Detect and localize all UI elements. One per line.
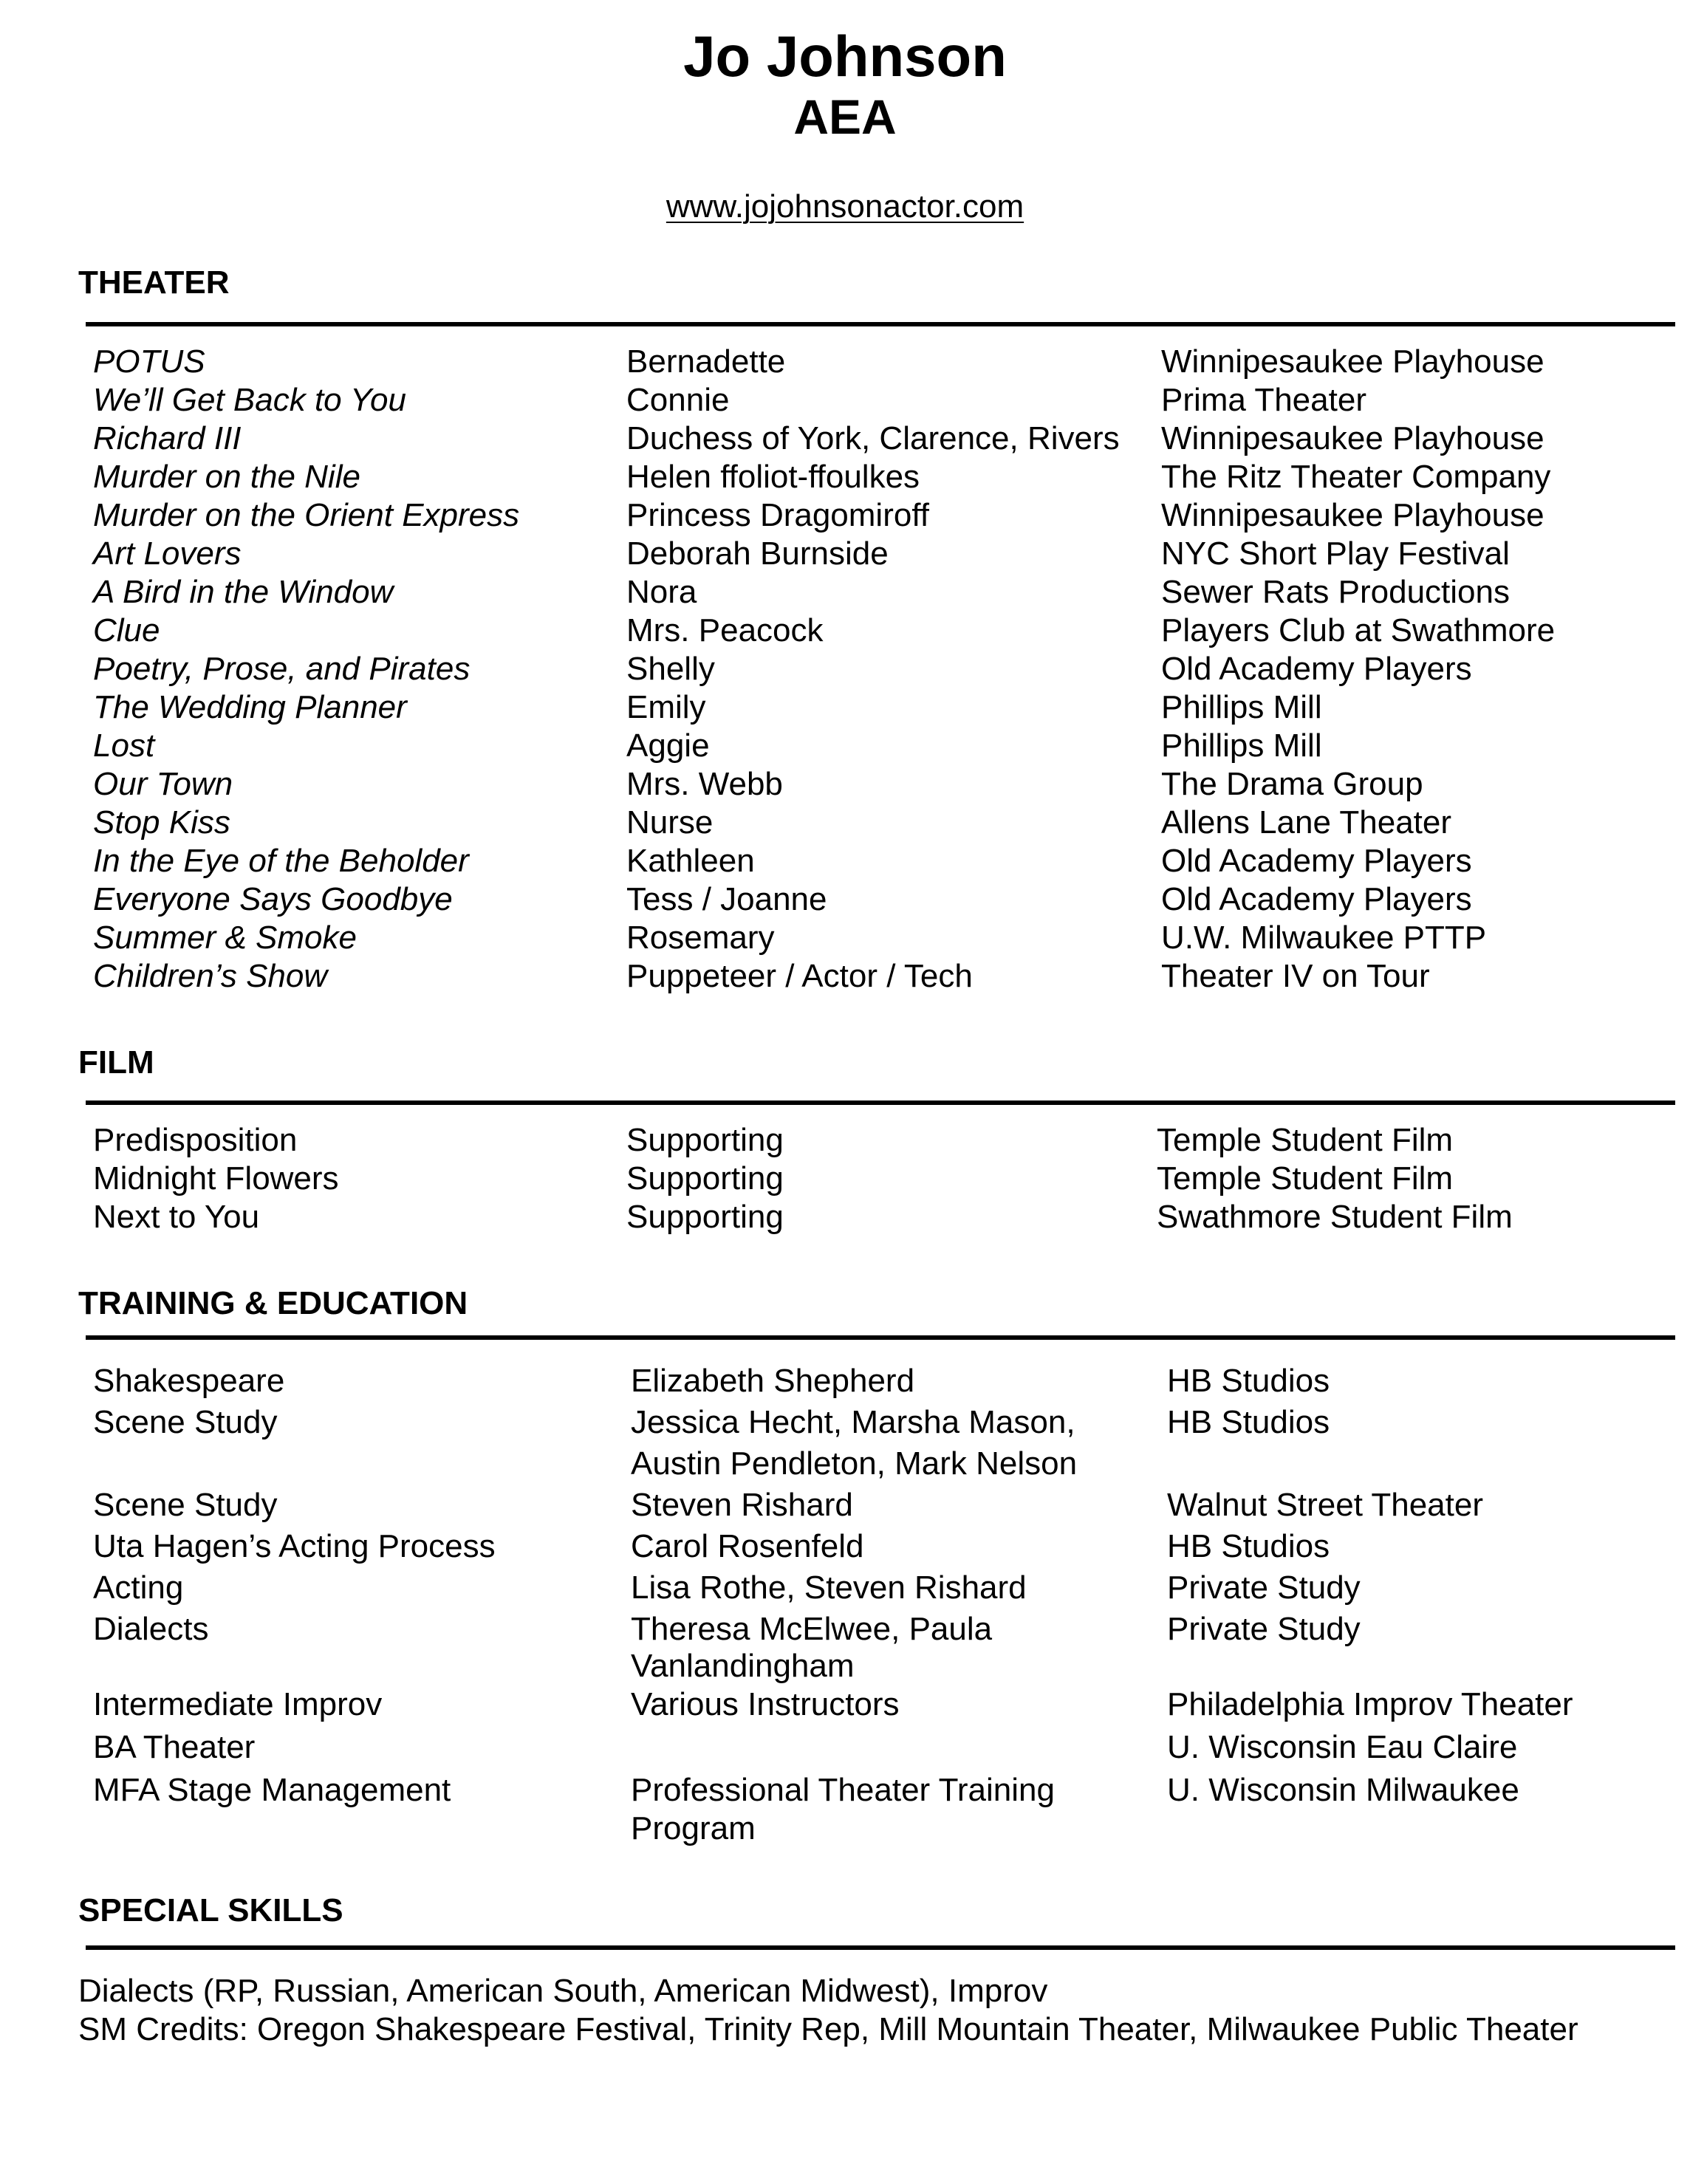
theater-row	[0, 804, 1690, 845]
role: Puppeteer / Actor / Tech	[626, 958, 973, 994]
subject: Uta Hagen’s Acting Process	[93, 1528, 496, 1564]
teacher-continued: Vanlandingham	[631, 1648, 855, 1684]
production-title: A Bird in the Window	[93, 574, 394, 610]
role: Supporting	[626, 1122, 784, 1158]
film-divider	[86, 1100, 1675, 1105]
production-title: Everyone Says Goodbye	[93, 881, 453, 917]
theater-row	[0, 688, 1690, 730]
theater-row	[0, 420, 1690, 461]
production-title: Art Lovers	[93, 535, 242, 572]
production-title: Children’s Show	[93, 958, 328, 994]
education-row	[0, 1569, 1690, 1610]
production-title: Murder on the Orient Express	[93, 497, 520, 533]
school: U. Wisconsin Milwaukee	[1167, 1772, 1519, 1808]
subject: Scene Study	[93, 1487, 278, 1523]
school: HB Studios	[1167, 1528, 1330, 1564]
venue: Old Academy Players	[1161, 651, 1472, 687]
venue: Winnipesaukee Playhouse	[1161, 497, 1544, 533]
teacher: Steven Rishard	[631, 1487, 853, 1523]
school: U. Wisconsin Eau Claire	[1167, 1729, 1518, 1765]
film-title: Next to You	[93, 1199, 260, 1235]
subject: Acting	[93, 1569, 184, 1606]
venue: Prima Theater	[1161, 382, 1366, 418]
skills-line: SM Credits: Oregon Shakespeare Festival, Trinity Rep, Mill Mountain Theater, Milwaukee Public Theater	[78, 2011, 1578, 2047]
teacher-continued: Program	[631, 1810, 756, 1846]
production-title: We’ll Get Back to You	[93, 382, 406, 418]
production: Swathmore Student Film	[1157, 1199, 1513, 1235]
teacher: Jessica Hecht, Marsha Mason,	[631, 1404, 1075, 1440]
subject: BA Theater	[93, 1729, 256, 1765]
production-title: Our Town	[93, 766, 233, 802]
venue: Old Academy Players	[1161, 881, 1472, 917]
education-row	[0, 1610, 1690, 1651]
theater-row	[0, 957, 1690, 999]
venue: Theater IV on Tour	[1161, 958, 1430, 994]
venue: The Ritz Theater Company	[1161, 459, 1551, 495]
venue: Phillips Mill	[1161, 728, 1322, 764]
teacher: Carol Rosenfeld	[631, 1528, 864, 1564]
role: Mrs. Peacock	[626, 612, 824, 648]
theater-heading: THEATER	[78, 264, 230, 301]
teacher: Lisa Rothe, Steven Rishard	[631, 1569, 1027, 1606]
education-row	[0, 1685, 1690, 1727]
subject: MFA Stage Management	[93, 1772, 451, 1808]
venue: NYC Short Play Festival	[1161, 535, 1510, 572]
education-row	[0, 1527, 1690, 1569]
production: Temple Student Film	[1157, 1122, 1454, 1158]
production-title: Stop Kiss	[93, 804, 230, 841]
theater-row	[0, 727, 1690, 768]
film-row	[0, 1160, 1690, 1201]
theater-row	[0, 381, 1690, 422]
theater-row	[0, 880, 1690, 922]
role: Supporting	[626, 1160, 784, 1197]
venue: The Drama Group	[1161, 766, 1423, 802]
role: Bernadette	[626, 343, 786, 380]
role: Duchess of York, Clarence, Rivers	[626, 420, 1120, 456]
education-row-continuation	[0, 1445, 1690, 1486]
role: Princess Dragomiroff	[626, 497, 929, 533]
venue: Players Club at Swathmore	[1161, 612, 1556, 648]
education-row	[0, 1728, 1690, 1770]
theater-row	[0, 919, 1690, 960]
role: Helen ffoliot-ffoulkes	[626, 459, 920, 495]
skills-line: Dialects (RP, Russian, American South, American Midwest), Improv	[78, 1973, 1048, 2009]
production-title: The Wedding Planner	[93, 689, 407, 725]
role: Supporting	[626, 1199, 784, 1235]
venue: Phillips Mill	[1161, 689, 1322, 725]
subject: Intermediate Improv	[93, 1686, 383, 1722]
film-title: Predisposition	[93, 1122, 298, 1158]
production-title: Murder on the Nile	[93, 459, 360, 495]
teacher: Elizabeth Shepherd	[631, 1363, 915, 1399]
venue: U.W. Milwaukee PTTP	[1161, 920, 1487, 956]
school: Private Study	[1167, 1569, 1361, 1606]
venue: Winnipesaukee Playhouse	[1161, 343, 1544, 380]
theater-row	[0, 650, 1690, 691]
role: Deborah Burnside	[626, 535, 889, 572]
theater-row	[0, 612, 1690, 653]
venue: Old Academy Players	[1161, 843, 1472, 879]
role: Connie	[626, 382, 730, 418]
film-row	[0, 1198, 1690, 1239]
subject: Scene Study	[93, 1404, 278, 1440]
actor-name: Jo Johnson	[683, 24, 1007, 89]
production: Temple Student Film	[1157, 1160, 1454, 1197]
skills-divider	[86, 1945, 1675, 1950]
education-row	[0, 1486, 1690, 1527]
education-divider	[86, 1335, 1675, 1340]
venue: Sewer Rats Productions	[1161, 574, 1510, 610]
production-title: Poetry, Prose, and Pirates	[93, 651, 471, 687]
education-row-continuation	[0, 1810, 1690, 1851]
venue: Winnipesaukee Playhouse	[1161, 420, 1544, 456]
theater-row	[0, 765, 1690, 807]
theater-row	[0, 535, 1690, 576]
role: Rosemary	[626, 920, 775, 956]
website	[0, 185, 1690, 229]
film-heading: FILM	[78, 1044, 154, 1081]
teacher: Professional Theater Training	[631, 1772, 1055, 1808]
production-title: Clue	[93, 612, 160, 648]
role: Mrs. Webb	[626, 766, 783, 802]
theater-row	[0, 573, 1690, 615]
production-title: Lost	[93, 728, 155, 764]
school: HB Studios	[1167, 1363, 1330, 1399]
role: Nora	[626, 574, 697, 610]
school: HB Studios	[1167, 1404, 1330, 1440]
role: Shelly	[626, 651, 715, 687]
production-title: Richard III	[93, 420, 242, 456]
website-link[interactable]: www.jojohnsonactor.com	[666, 188, 1024, 225]
role: Emily	[626, 689, 706, 725]
production-title: Summer & Smoke	[93, 920, 357, 956]
education-row	[0, 1403, 1690, 1445]
production-title: In the Eye of the Beholder	[93, 843, 469, 879]
education-heading: TRAINING & EDUCATION	[78, 1285, 468, 1321]
theater-row	[0, 343, 1690, 384]
theater-row	[0, 496, 1690, 538]
school: Philadelphia Improv Theater	[1167, 1686, 1573, 1722]
education-row	[0, 1362, 1690, 1403]
union-affiliation: AEA	[793, 89, 897, 144]
venue: Allens Lane Theater	[1161, 804, 1452, 841]
theater-divider	[86, 322, 1675, 326]
teacher-continued: Austin Pendleton, Mark Nelson	[631, 1445, 1078, 1482]
role: Tess / Joanne	[626, 881, 827, 917]
theater-row	[0, 458, 1690, 499]
teacher: Various Instructors	[631, 1686, 900, 1722]
film-row	[0, 1121, 1690, 1163]
role: Nurse	[626, 804, 714, 841]
school: Private Study	[1167, 1611, 1361, 1647]
theater-row	[0, 842, 1690, 883]
education-row-continuation	[0, 1647, 1690, 1688]
film-title: Midnight Flowers	[93, 1160, 339, 1197]
role: Aggie	[626, 728, 710, 764]
subject: Shakespeare	[93, 1363, 285, 1399]
role: Kathleen	[626, 843, 755, 879]
school: Walnut Street Theater	[1167, 1487, 1483, 1523]
skills-heading: SPECIAL SKILLS	[78, 1892, 343, 1928]
subject: Dialects	[93, 1611, 209, 1647]
education-row	[0, 1771, 1690, 1812]
production-title: POTUS	[93, 343, 205, 380]
teacher: Theresa McElwee, Paula	[631, 1611, 993, 1647]
